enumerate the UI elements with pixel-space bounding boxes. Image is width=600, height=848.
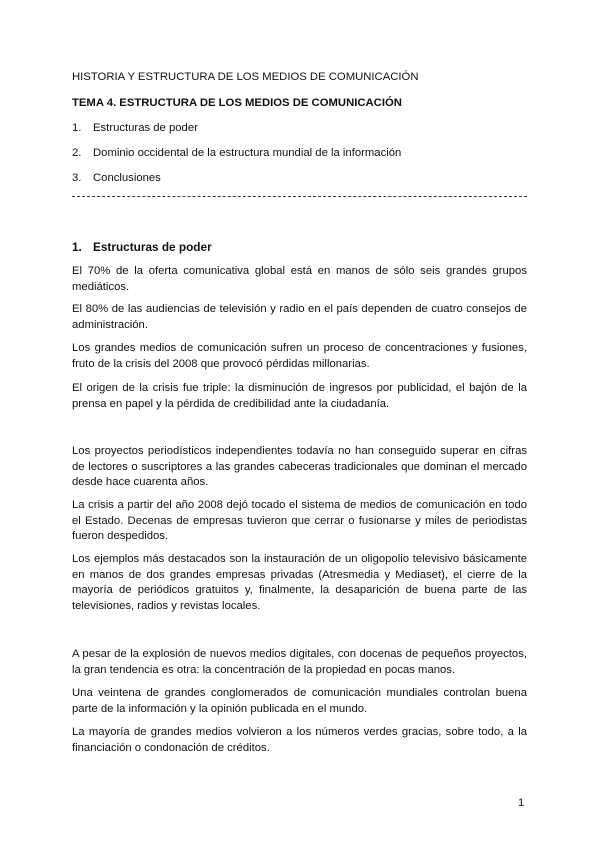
page-number: 1 [518,797,525,809]
section-title: Estructuras de poder [93,240,212,254]
paragraph: A pesar de la explosión de nuevos medios digitales, con docenas de pequeños proyectos, la gran tendencia es otra: la concentración de la propiedad en pocas manos. [72,648,527,676]
paragraph: El 70% de la oferta comunicativa global está en manos de sólo seis grandes grupos mediáticos. [72,265,527,293]
toc-item-number: 2. [72,147,82,159]
paragraph: La crisis a partir del año 2008 dejó tocado el sistema de medios de comunicación en todo el Estado. Decenas de empresas tuvieron que cerrar o fusionarse y miles de periodistas fueron despedidos. [72,499,527,542]
paragraph: El 80% de las audiencias de televisión y radio en el país dependen de cuatro consejos de administración. [72,303,527,331]
paragraph: La mayoría de grandes medios volvieron a los números verdes gracias, sobre todo, a la financiación o condonación de créditos. [72,726,527,754]
toc-item-label: Dominio occidental de la estructura mundial de la información [93,147,402,159]
paragraph: Los grandes medios de comunicación sufren un proceso de concentraciones y fusiones, fruto de la crisis del 2008 que provocó pérdidas millonarias. [72,342,527,370]
toc-item [72,147,401,159]
toc-item [72,172,161,184]
section-divider [72,196,527,197]
topic-title: TEMA 4. ESTRUCTURA DE LOS MEDIOS DE COMUNICACIÓN [72,97,402,109]
section-number: 1. [72,240,82,254]
toc-item-label: Estructuras de poder [93,122,198,134]
toc-item [72,122,198,134]
paragraph: Una veintena de grandes conglomerados de comunicación mundiales controlan buena parte de la información y la opinión publicada en el mundo. [72,687,527,715]
paragraph: Los proyectos periodísticos independientes todavía no han conseguido superar en cifras de lectores o suscriptores a las grandes cabeceras tradicionales que dominan el mercado desde hace cuarenta años. [72,445,527,488]
paragraph: El origen de la crisis fue triple: la disminución de ingresos por publicidad, el bajón de la prensa en papel y la pérdida de credibilidad ante la ciudadanía. [72,382,527,410]
toc-item-number: 3. [72,172,82,184]
paragraph: Los ejemplos más destacados son la instauración de un oligopolio televisivo básicamente en manos de dos grandes empresas privadas (Atresmedia y Mediaset), el cierre de la mayoría de periódicos gratuitos y, finalmente, la desaparición de buena parte de las televisiones, radios y revistas locales. [72,553,527,612]
toc-item-number: 1. [72,122,82,134]
section-heading [72,240,212,254]
toc-item-label: Conclusiones [93,172,161,184]
course-title: HISTORIA Y ESTRUCTURA DE LOS MEDIOS DE COMUNICACIÓN [72,71,419,83]
